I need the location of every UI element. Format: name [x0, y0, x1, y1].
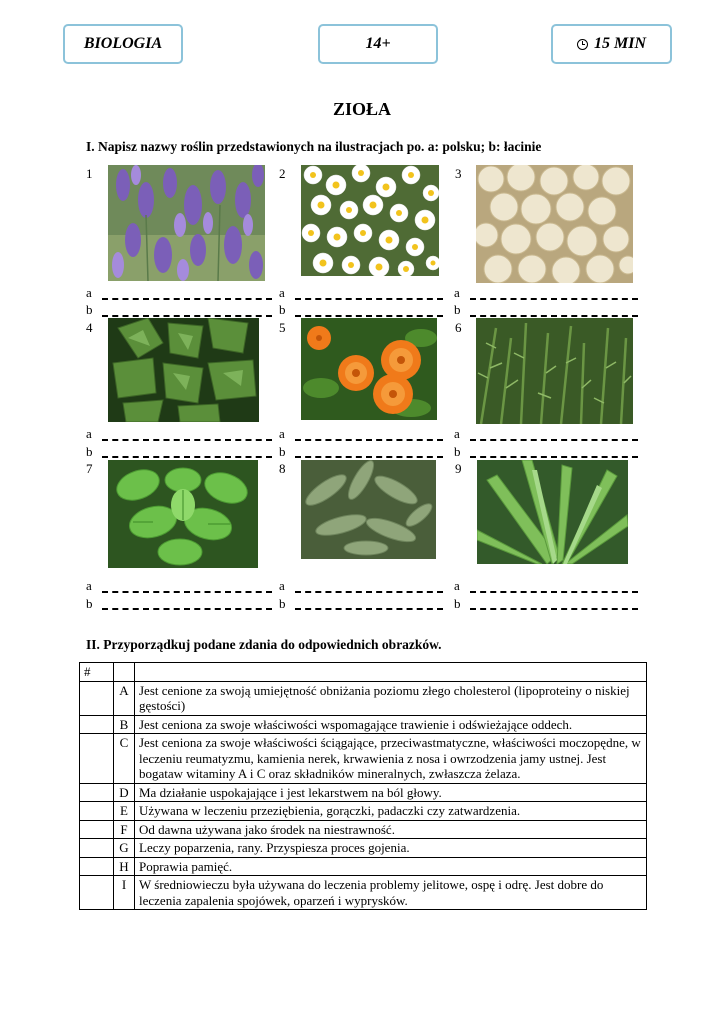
statement-letter: D [114, 783, 135, 802]
page-title: ZIOŁA [332, 99, 392, 119]
answer-cell[interactable] [80, 857, 114, 876]
table-row [80, 715, 647, 734]
statement-letter: C [114, 734, 135, 784]
answer-a-label: a [454, 578, 460, 593]
statement-letter: G [114, 839, 135, 858]
answer-a-label: a [279, 285, 285, 300]
lavender-photo [108, 165, 265, 281]
table-header-row [80, 663, 647, 682]
answer-line-b[interactable] [102, 315, 272, 317]
answer-b-label: b [454, 444, 461, 459]
time-box [551, 24, 672, 64]
answer-a-label: a [279, 578, 285, 593]
statement-text: Jest ceniona za swoje właściwości wspomagające trawienie i odświeżające oddech. [135, 715, 647, 734]
aloe-photo [477, 460, 628, 564]
answer-cell[interactable] [80, 820, 114, 839]
answer-line-a[interactable] [470, 439, 638, 441]
answer-b-label: b [454, 596, 461, 611]
item-number: 4 [86, 320, 93, 335]
answer-line-b[interactable] [295, 456, 443, 458]
answer-b-label: b [86, 596, 93, 611]
answer-line-a[interactable] [470, 298, 638, 300]
answer-a-label: a [279, 426, 285, 441]
answer-b-label: b [279, 444, 286, 459]
answer-cell[interactable] [80, 876, 114, 910]
age-box [318, 24, 438, 64]
item-number: 8 [279, 461, 286, 476]
answer-line-b[interactable] [295, 608, 443, 610]
answer-b-label: b [86, 444, 93, 459]
answer-line-b[interactable] [470, 608, 638, 610]
task2-instruction: II. Przyporządkuj podane zdania do odpowiednich obrazków. [86, 637, 442, 652]
answer-line-a[interactable] [295, 439, 443, 441]
answer-line-a[interactable] [102, 591, 272, 593]
task1-instruction: I. Napisz nazwy roślin przedstawionych na ilustracjach po. a: polsku; b: łacinie [86, 139, 542, 154]
answer-line-a[interactable] [295, 591, 443, 593]
table-row [80, 802, 647, 821]
answer-cell[interactable] [80, 715, 114, 734]
clock-icon [577, 39, 588, 50]
answer-cell[interactable] [80, 734, 114, 784]
item-number: 9 [455, 461, 462, 476]
answer-line-b[interactable] [470, 456, 638, 458]
answer-line-b[interactable] [470, 315, 638, 317]
statement-text: Używana w leczeniu przeziębienia, gorączki, padaczki czy zatwardzenia. [135, 802, 647, 821]
statement-letter: B [114, 715, 135, 734]
time-label: 15 MIN [593, 35, 646, 52]
answer-cell[interactable] [80, 839, 114, 858]
table-row [80, 820, 647, 839]
answer-a-label: a [454, 285, 460, 300]
statement-letter: H [114, 857, 135, 876]
item-number: 2 [279, 166, 286, 181]
table-row [80, 839, 647, 858]
statement-text: Poprawia pamięć. [135, 857, 647, 876]
nettle-photo [108, 318, 259, 422]
header-symbol: # [80, 663, 114, 682]
statement-letter: E [114, 802, 135, 821]
statement-text: W średniowieczu była używana do leczenia problemy jelitowe, ospę i odrę. Jest dobre do leczenia zapalenia spojówek, oparzeń i wyprysków. [135, 876, 647, 910]
calendula-photo [301, 318, 437, 420]
item-number: 6 [455, 320, 462, 335]
answer-b-label: b [279, 596, 286, 611]
answer-a-label: a [86, 578, 92, 593]
answer-cell[interactable] [80, 681, 114, 715]
statement-letter: F [114, 820, 135, 839]
chamomile-photo [301, 165, 439, 276]
subject-label: BIOLOGIA [83, 35, 163, 52]
header-empty [135, 663, 647, 682]
answer-b-label: b [279, 302, 286, 317]
statement-text: Ma działanie uspokajające i jest lekarstwem na ból głowy. [135, 783, 647, 802]
answer-cell[interactable] [80, 802, 114, 821]
rosemary-photo [476, 318, 633, 424]
statement-letter: I [114, 876, 135, 910]
statements-table [79, 662, 647, 910]
table-row [80, 876, 647, 910]
header-empty [114, 663, 135, 682]
answer-a-label: a [454, 426, 460, 441]
answer-line-b[interactable] [295, 315, 443, 317]
answer-line-b[interactable] [102, 456, 272, 458]
statement-text: Leczy poparzenia, rany. Przyspiesza proces gojenia. [135, 839, 647, 858]
answer-line-a[interactable] [295, 298, 443, 300]
answer-b-label: b [86, 302, 93, 317]
age-label: 14+ [365, 35, 391, 52]
table-row [80, 857, 647, 876]
answer-line-a[interactable] [470, 591, 638, 593]
statement-letter: A [114, 681, 135, 715]
item-number: 5 [279, 320, 286, 335]
mint-photo [108, 460, 258, 568]
answer-cell[interactable] [80, 783, 114, 802]
statement-text: Od dawna używana jako środek na niestrawność. [135, 820, 647, 839]
answer-line-b[interactable] [102, 608, 272, 610]
garlic-photo [476, 165, 633, 283]
answer-a-label: a [86, 285, 92, 300]
table-row [80, 783, 647, 802]
item-number: 7 [86, 461, 93, 476]
item-number: 1 [86, 166, 93, 181]
sage-photo [301, 460, 436, 559]
answer-line-a[interactable] [102, 439, 272, 441]
answer-line-a[interactable] [102, 298, 272, 300]
item-number: 3 [455, 166, 462, 181]
table-row [80, 681, 647, 715]
table-row [80, 734, 647, 784]
answer-a-label: a [86, 426, 92, 441]
answer-b-label: b [454, 302, 461, 317]
statement-text: Jest cenione za swoją umiejętność obniżania poziomu złego cholesterol (lipoproteiny o niskiej gęstości) [135, 681, 647, 715]
subject-box [63, 24, 183, 64]
statement-text: Jest ceniona za swoje właściwości ściągające, przeciwastmatyczne, właściwości moczopędne, w leczeniu reumatyzmu, kamienia nerek, krwawienia z nosa i owrzodzenia jamy ustnej. Jest bogataw witaminy A i C oraz składników mineralnych, zwłaszcza żelaza. [135, 734, 647, 784]
